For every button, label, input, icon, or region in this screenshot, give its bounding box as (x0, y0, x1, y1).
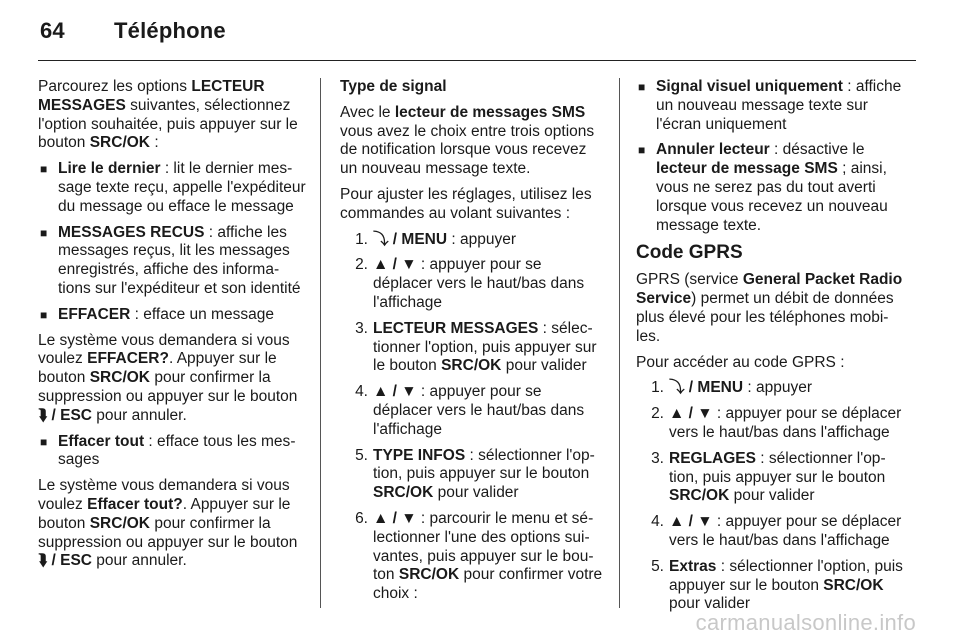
bullet-icon: ■ (638, 143, 646, 158)
step-item: 5. Extras : sélectionner l'option, puis appuyer sur le bouton SRC/OK pour valider (651, 557, 903, 613)
list-item-note: Le système vous demandera si vous voulez Effacer tout?. Appuyer sur le bouton SRC/OK pour confirmer la suppression ou appuyer sur le bouton ⮯ / ESC pour annuler. (38, 477, 298, 570)
bullet-icon: ■ (40, 307, 48, 322)
column-divider-1 (320, 78, 321, 608)
list-item: ■ Signal visuel uniquement : affiche un nouveau message texte sur l'écran uniquement (638, 78, 902, 133)
list-item: ■ MESSAGES RECUS : affiche les messages reçus, lit les messages enregistrés, affiche des informations sur l'expéditeur et son identité (40, 223, 301, 297)
paragraph: GPRS (service General Packet Radio Service) permet un débit de données plus élevé pour les téléphones mobiles. (636, 271, 903, 345)
bullet-icon: ■ (40, 225, 48, 240)
list-item: ■ Lire le dernier : lit le dernier message texte reçu, appelle l'expéditeur du message ou efface le message (40, 160, 306, 215)
step-item: 2. ▲ / ▼ : appuyer pour se déplacer vers le haut/bas dans l'affichage (651, 405, 902, 441)
column-3 (636, 78, 904, 621)
paragraph: Pour ajuster les réglages, utilisez les commandes au volant suivantes : (340, 185, 592, 222)
bullet-icon: ■ (40, 162, 48, 177)
paragraph: Avec le lecteur de messages SMS vous avez le choix entre trois options de notification lorsque vous recevez un nouveau message texte. (340, 103, 595, 178)
step-item: 3. REGLAGES : sélectionner l'option, puis appuyer sur le bouton SRC/OK pour valider (651, 449, 886, 505)
step-item: 3. LECTEUR MESSAGES : sélectionner l'option, puis appuyer sur le bouton SRC/OK pour valider (355, 319, 597, 375)
step-item: 4. ▲ / ▼ : appuyer pour se déplacer vers le haut/bas dans l'affichage (651, 513, 902, 549)
bullet-icon: ■ (638, 80, 646, 94)
bullet-icon: ■ (40, 434, 48, 449)
step-item: 1. ⤵ / MENU : appuyer (355, 230, 516, 248)
page-title: Téléphone (114, 18, 226, 43)
column-2 (340, 78, 604, 611)
step-item: 6. ▲ / ▼ : parcourir le menu et sélectionner l'une des options suivantes, puis appuyer sur le bouton SRC/OK pour confirmer votre choix : (355, 509, 603, 603)
page-number: 64 (40, 18, 65, 43)
list-item: ■ EFFACER : efface un message (40, 305, 274, 323)
step-item: 1. ⤵ / MENU : appuyer (651, 379, 812, 397)
column-divider-2 (619, 78, 620, 608)
page-header (40, 18, 226, 44)
section-heading: Code GPRS (636, 242, 743, 264)
column-1 (38, 78, 306, 578)
watermark: carmanualsonline.info (695, 610, 916, 635)
list-item: ■ Annuler lecteur : désactive le lecteur de message SMS ; ainsi, vous ne serez pas du tout averti lorsque vous recevez un nouveau message texte. (638, 141, 888, 234)
list-item: ■ Effacer tout : efface tous les messages (40, 432, 296, 469)
paragraph: Pour accéder au code GPRS : (636, 353, 845, 371)
step-item: 4. ▲ / ▼ : appuyer pour se déplacer vers le haut/bas dans l'affichage (355, 383, 585, 438)
header-rule (38, 60, 916, 61)
intro-paragraph: Parcourez les options LECTEUR MESSAGES suivantes, sélectionnez l'option souhaitée, puis appuyer sur le bouton SRC/OK : (38, 78, 298, 152)
list-item-note: Le système vous demandera si vous voulez EFFACER?. Appuyer sur le bouton SRC/OK pour confirmer la suppression ou appuyer sur le bouton ⮯ / ESC pour annuler. (38, 331, 298, 424)
step-item: 2. ▲ / ▼ : appuyer pour se déplacer vers le haut/bas dans l'affichage (355, 256, 585, 311)
section-heading: Type de signal (340, 78, 447, 95)
step-item: 5. TYPE INFOS : sélectionner l'option, puis appuyer sur le bouton SRC/OK pour valider (355, 446, 595, 502)
